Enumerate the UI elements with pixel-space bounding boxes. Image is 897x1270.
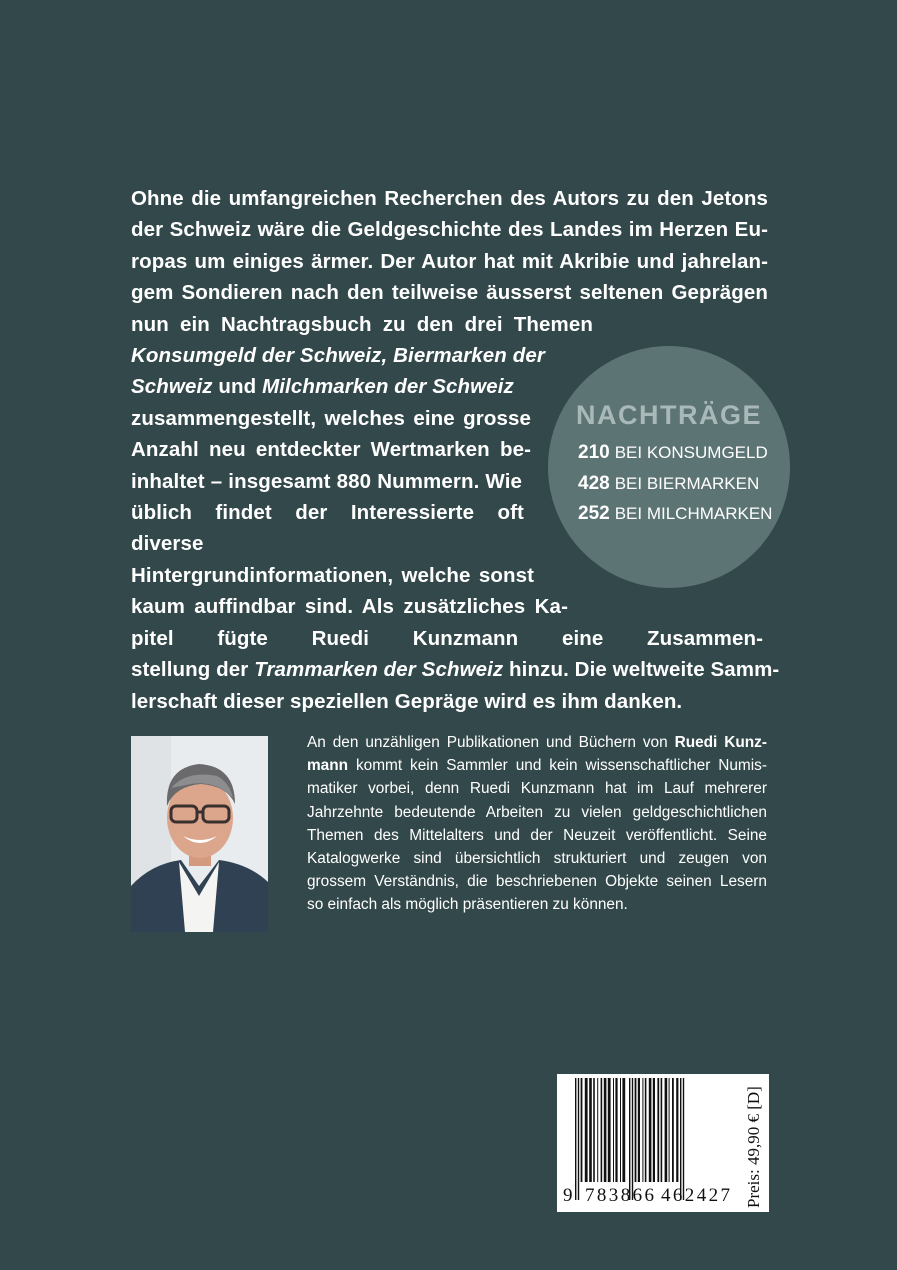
- badge-count: 428: [578, 473, 610, 494]
- blurb-line: der Schweiz wäre die Geldgeschichte des Landes im Herzen Eu-: [131, 218, 768, 242]
- barcode-bar: [604, 1078, 607, 1182]
- barcode-bar: [665, 1078, 668, 1182]
- author-bio: [307, 731, 767, 917]
- title-trammarken: Trammarken der Schweiz: [254, 658, 504, 682]
- barcode-bar: [672, 1078, 674, 1182]
- blurb-line: gem Sondieren nach den teilweise äusserst seltenen Geprägen: [131, 281, 768, 305]
- badge-row-milchmarken: [578, 503, 772, 525]
- barcode-bar: [669, 1078, 670, 1182]
- barcode-bar: [613, 1078, 614, 1182]
- barcode-bar: [581, 1078, 583, 1182]
- title-milchmarken: Milchmarken der Schweiz: [262, 375, 514, 399]
- author-portrait-illustration: [131, 736, 268, 932]
- bio-line: Jahrzehnte bedeutende Arbeiten zu vielen geldgeschichtlichen: [307, 803, 767, 821]
- barcode-bar: [632, 1078, 633, 1200]
- barcode-bar: [680, 1078, 681, 1200]
- barcode-bar: [653, 1078, 655, 1182]
- blurb-line: Hintergrundinformationen, welche sonst: [131, 563, 534, 587]
- blurb-line: zusammengestellt, welches eine grosse: [131, 406, 531, 430]
- blurb-line: ropas um einiges ärmer. Der Autor hat mit Akribie und jahrelan-: [131, 249, 768, 273]
- author-photo: [131, 736, 268, 932]
- barcode-bar: [601, 1078, 603, 1182]
- bio-line: Katalogwerke sind übersichtlich strukturiert und zeugen von: [307, 850, 767, 868]
- bio-line: mann kommt kein Sammler und kein wissenschaftlicher Numis-: [307, 757, 767, 775]
- isbn-lead-digit: 9: [563, 1185, 573, 1206]
- isbn-left-digits: 783866: [585, 1185, 657, 1206]
- barcode-bar: [635, 1078, 637, 1182]
- blurb-line: Anzahl neu entdeckter Wertmarken be-: [131, 438, 531, 462]
- bio-line: Themen des Mittelalters und der Neuzeit veröffentlicht. Seine: [307, 826, 767, 844]
- barcode-bar: [683, 1078, 684, 1200]
- bio-line: so einfach als möglich präsentieren zu können.: [307, 896, 628, 914]
- bio-line: An den unzähligen Publikationen und Büchern von Ruedi Kunz-: [307, 734, 767, 751]
- barcode-bar: [676, 1078, 678, 1182]
- blurb-line: kaum auffindbar sind. Als zusätzliches Ka-: [131, 595, 568, 619]
- badge-count: 252: [578, 503, 610, 524]
- barcode-bar: [661, 1078, 663, 1182]
- badge-row-konsumgeld: [578, 442, 768, 464]
- barcode-bar: [597, 1078, 598, 1182]
- title-biermarken-end: Schweiz: [131, 375, 213, 399]
- author-name-end: mann: [307, 757, 349, 775]
- blurb-line: üblich findet der Interessierte oft diverse: [131, 501, 524, 556]
- supplements-badge: [548, 346, 790, 588]
- barcode-bar: [585, 1078, 588, 1182]
- blurb-conjunction: und: [212, 375, 263, 399]
- bio-line: grossem Verständnis, die beschriebenen Objekte seinen Lesern: [307, 873, 767, 891]
- barcode-bar: [622, 1078, 625, 1182]
- blurb-line: Ohne die umfangreichen Recherchen des Autors zu den Jetons: [131, 187, 768, 210]
- badge-row-biermarken: [578, 473, 759, 495]
- blurb-line: pitel fügte Ruedi Kunzmann eine Zusammen-: [131, 626, 763, 650]
- isbn-right-digits: 462427: [661, 1185, 733, 1206]
- title-konsumgeld: Konsumgeld der Schweiz, Biermarken der: [131, 344, 545, 368]
- badge-label: BEI BIERMARKEN: [614, 474, 760, 493]
- blurb-line: nun ein Nachtragsbuch zu den drei Themen: [131, 312, 593, 336]
- barcode-bar: [615, 1078, 617, 1182]
- barcode-bar: [593, 1078, 595, 1182]
- bio-line: matiker vorbei, denn Ruedi Kunzmann hat im Lauf mehrerer: [307, 780, 767, 798]
- badge-label: BEI MILCHMARKEN: [614, 504, 773, 523]
- barcode-bar: [642, 1078, 643, 1182]
- barcode-bar: [645, 1078, 647, 1182]
- barcode-bar: [589, 1078, 592, 1182]
- barcode-bar: [657, 1078, 659, 1182]
- barcode-bar: [649, 1078, 652, 1182]
- author-name: Ruedi Kunz-: [674, 734, 767, 751]
- isbn-barcode: [557, 1074, 769, 1212]
- barcode-bar: [578, 1078, 579, 1200]
- barcode-bar: [620, 1078, 621, 1182]
- price-label: Preis: 49,90 € [D]: [744, 1086, 763, 1208]
- barcode-bar: [638, 1078, 640, 1182]
- barcode-bar: [608, 1078, 611, 1182]
- badge-count: 210: [578, 442, 610, 463]
- badge-title: NACHTRÄGE: [576, 400, 762, 430]
- badge-label: BEI KONSUMGELD: [614, 443, 768, 462]
- blurb-line: inhaltet – insgesamt 880 Nummern. Wie: [131, 469, 522, 493]
- barcode-bar: [629, 1078, 630, 1200]
- blurb-line: lerschaft dieser speziellen Gepräge wird es ihm danken.: [131, 689, 683, 713]
- barcode-bar: [575, 1078, 576, 1200]
- blurb-line: stellung der Trammarken der Schweiz hinzu. Die weltweite Samm-: [131, 658, 780, 682]
